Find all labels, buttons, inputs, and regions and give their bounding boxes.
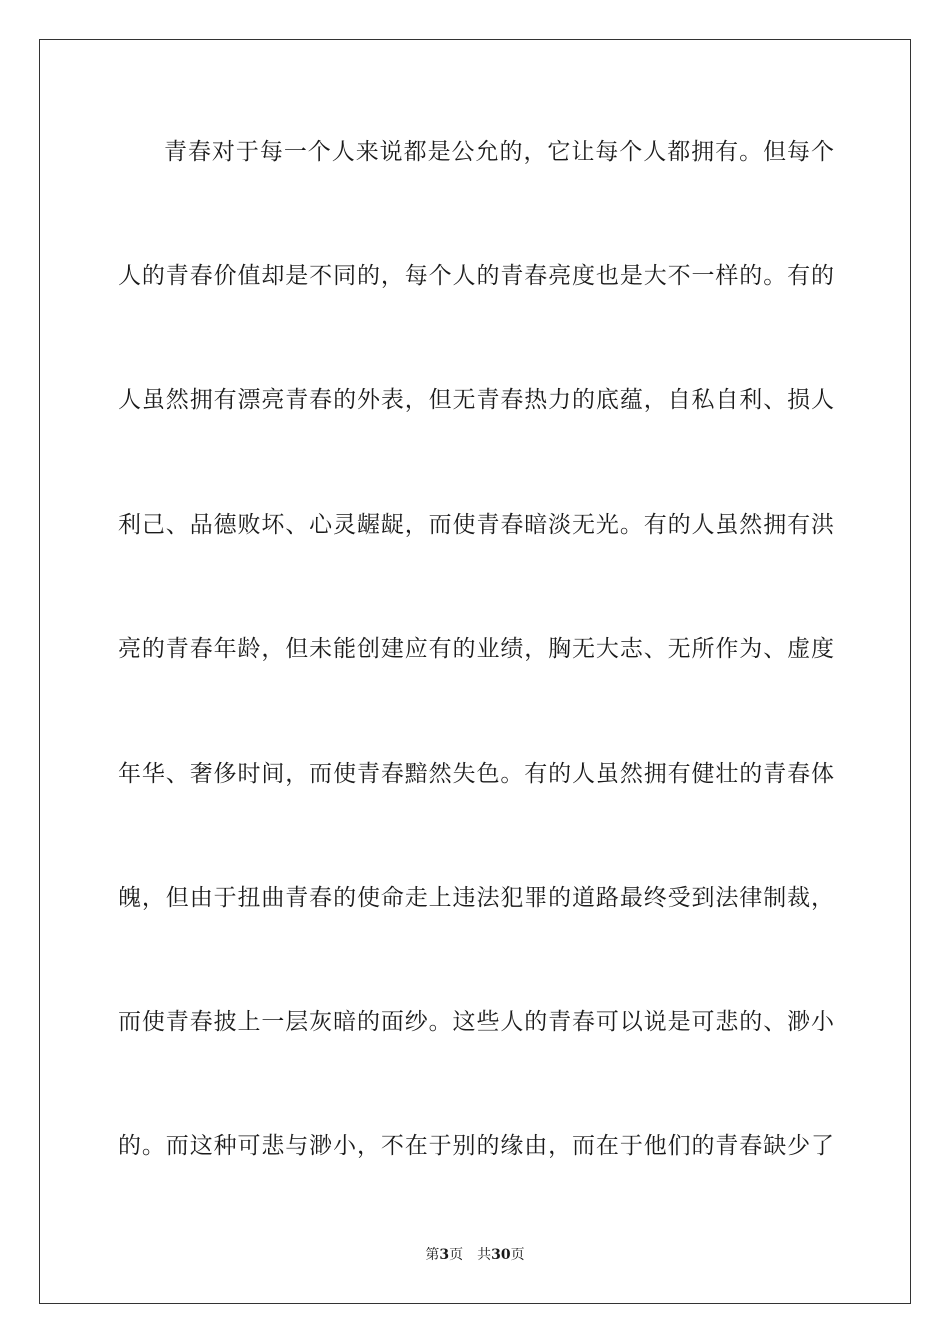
body-line-1: 青春对于每一个人来说都是公允的，它让每个人都拥有。但每个 xyxy=(164,139,834,165)
body-line-4: 利己、品德败坏、心灵龌龊，而使青春暗淡无光。有的人虽然拥有洪 xyxy=(118,512,834,538)
total-prefix: 共 xyxy=(477,1247,492,1263)
body-line-5: 亮的青春年龄，但未能创建应有的业绩，胸无大志、无所作为、虚度 xyxy=(118,636,834,662)
body-line-8: 而使青春披上一层灰暗的面纱。这些人的青春可以说是可悲的、渺小 xyxy=(118,1009,834,1035)
body-line-7: 魄，但由于扭曲青春的使命走上违法犯罪的道路最终受到法律制裁， xyxy=(118,885,834,911)
page-footer xyxy=(0,1246,950,1264)
body-line-3: 人虽然拥有漂亮青春的外表，但无青春热力的底蕴，自私自利、损人 xyxy=(118,387,834,413)
page-prefix: 第 xyxy=(425,1247,440,1263)
total-pages: 30 xyxy=(491,1247,511,1263)
body-line-9: 的。而这种可悲与渺小，不在于别的缘由，而在于他们的青春缺少了 xyxy=(118,1133,834,1159)
page-border xyxy=(39,39,911,1304)
body-line-2: 人的青春价值却是不同的，每个人的青春亮度也是大不一样的。有的 xyxy=(118,263,834,289)
total-suffix: 页 xyxy=(510,1247,525,1263)
body-line-6: 年华、奢侈时间，而使青春黯然失色。有的人虽然拥有健壮的青春体 xyxy=(118,761,834,787)
page-suffix: 页 xyxy=(449,1247,464,1263)
page-number: 3 xyxy=(439,1247,450,1263)
